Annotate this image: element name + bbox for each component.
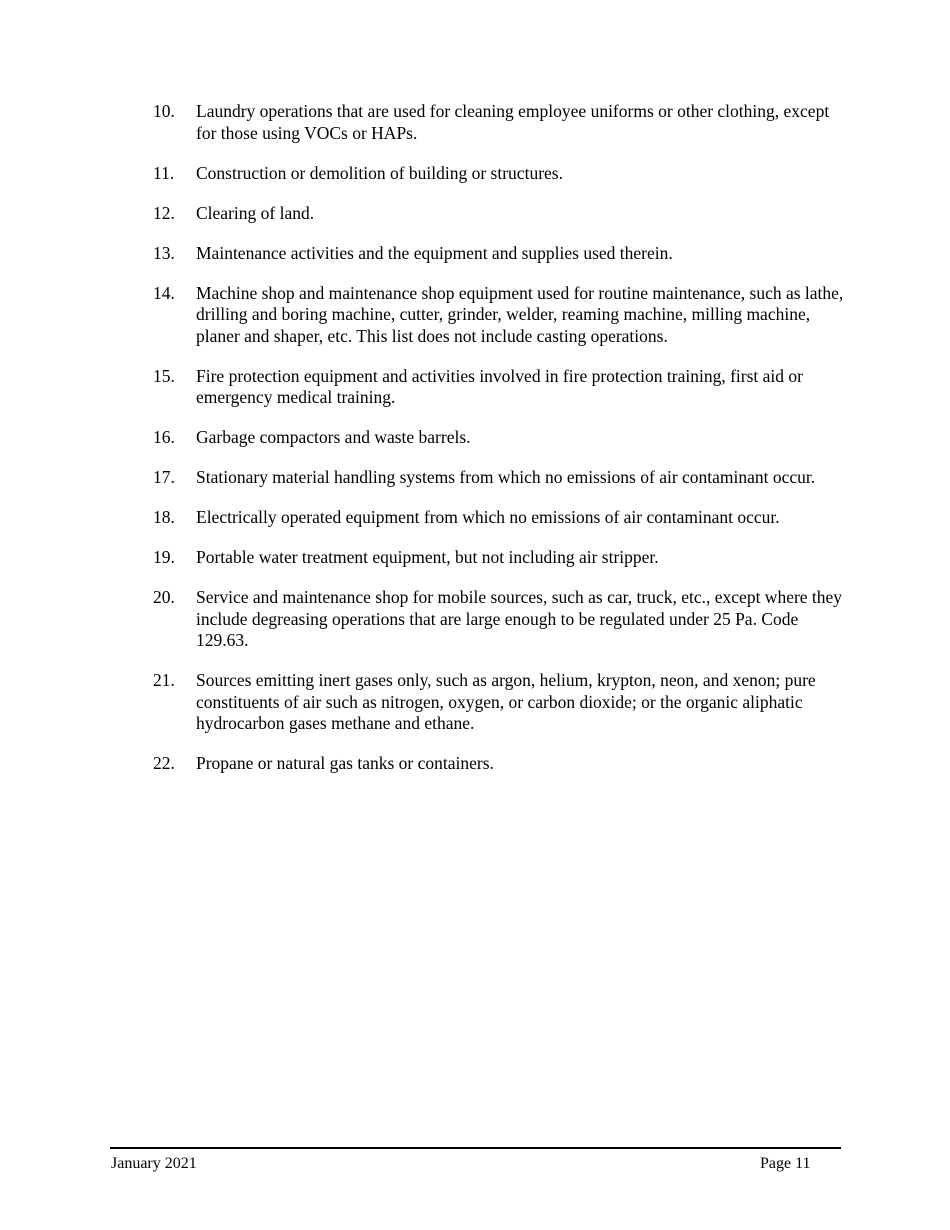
list-item [153,366,853,409]
list-item [153,203,853,225]
item-text: Fire protection equipment and activities involved in fire protection training, first aid or emergency medical training. [196,365,803,407]
list-item [153,101,853,144]
list-item [153,753,853,775]
item-text: Sources emitting inert gases only, such as argon, helium, krypton, neon, and xenon; pure constituents of air such as nitrogen, oxygen, or carbon dioxide; or the organic aliphatic hydrocarbon gases methane and ethane. [196,670,816,733]
item-text: Propane or natural gas tanks or containers. [196,753,494,773]
list-item [153,243,853,265]
list-item [153,467,853,489]
item-text: Stationary material handling systems from which no emissions of air contaminant occur. [196,467,816,487]
item-text: Laundry operations that are used for cleaning employee uniforms or other clothing, except for those using VOCs or HAPs. [196,101,830,143]
item-number: 17. [153,467,175,487]
list-item [153,547,853,569]
item-text: Electrically operated equipment from which no emissions of air contaminant occur. [196,507,780,527]
item-text: Construction or demolition of building or structures. [196,162,563,183]
footer-divider [110,1147,841,1149]
list-item [153,427,853,449]
footer-date: January 2021 [111,1155,197,1172]
list-item [153,587,853,652]
list-item [153,283,853,348]
item-number: 14. [153,282,175,303]
item-text: Garbage compactors and waste barrels. [196,427,471,447]
item-number: 19. [153,547,175,567]
item-text: Clearing of land. [196,202,315,223]
item-text: Portable water treatment equipment, but not including air stripper. [196,547,659,567]
list-item [153,163,853,185]
item-number: 18. [153,507,175,527]
item-text: Service and maintenance shop for mobile sources, such as car, truck, etc., except where they include degreasing operations that are large enough to be regulated under 25 Pa. Code 129.63. [196,587,843,650]
page-number: Page 11 [760,1155,811,1172]
item-number: 22. [153,753,175,773]
exempt-activities-list [153,101,853,793]
list-item [153,670,853,735]
item-number: 16. [153,427,175,447]
item-number: 13. [153,242,175,263]
item-text: Maintenance activities and the equipment and supplies used therein. [196,242,673,263]
item-number: 15. [153,365,175,386]
item-number: 12. [153,202,175,223]
item-number: 20. [153,587,175,607]
item-number: 11. [153,162,175,183]
list-item [153,507,853,529]
item-text: Machine shop and maintenance shop equipment used for routine maintenance, such as lathe, drilling and boring machine, cutter, grinder, welder, reaming machine, milling machine, planer and shaper, etc. This list does not include casting operations. [196,282,844,346]
item-number: 10. [153,101,175,121]
item-number: 21. [153,670,175,690]
